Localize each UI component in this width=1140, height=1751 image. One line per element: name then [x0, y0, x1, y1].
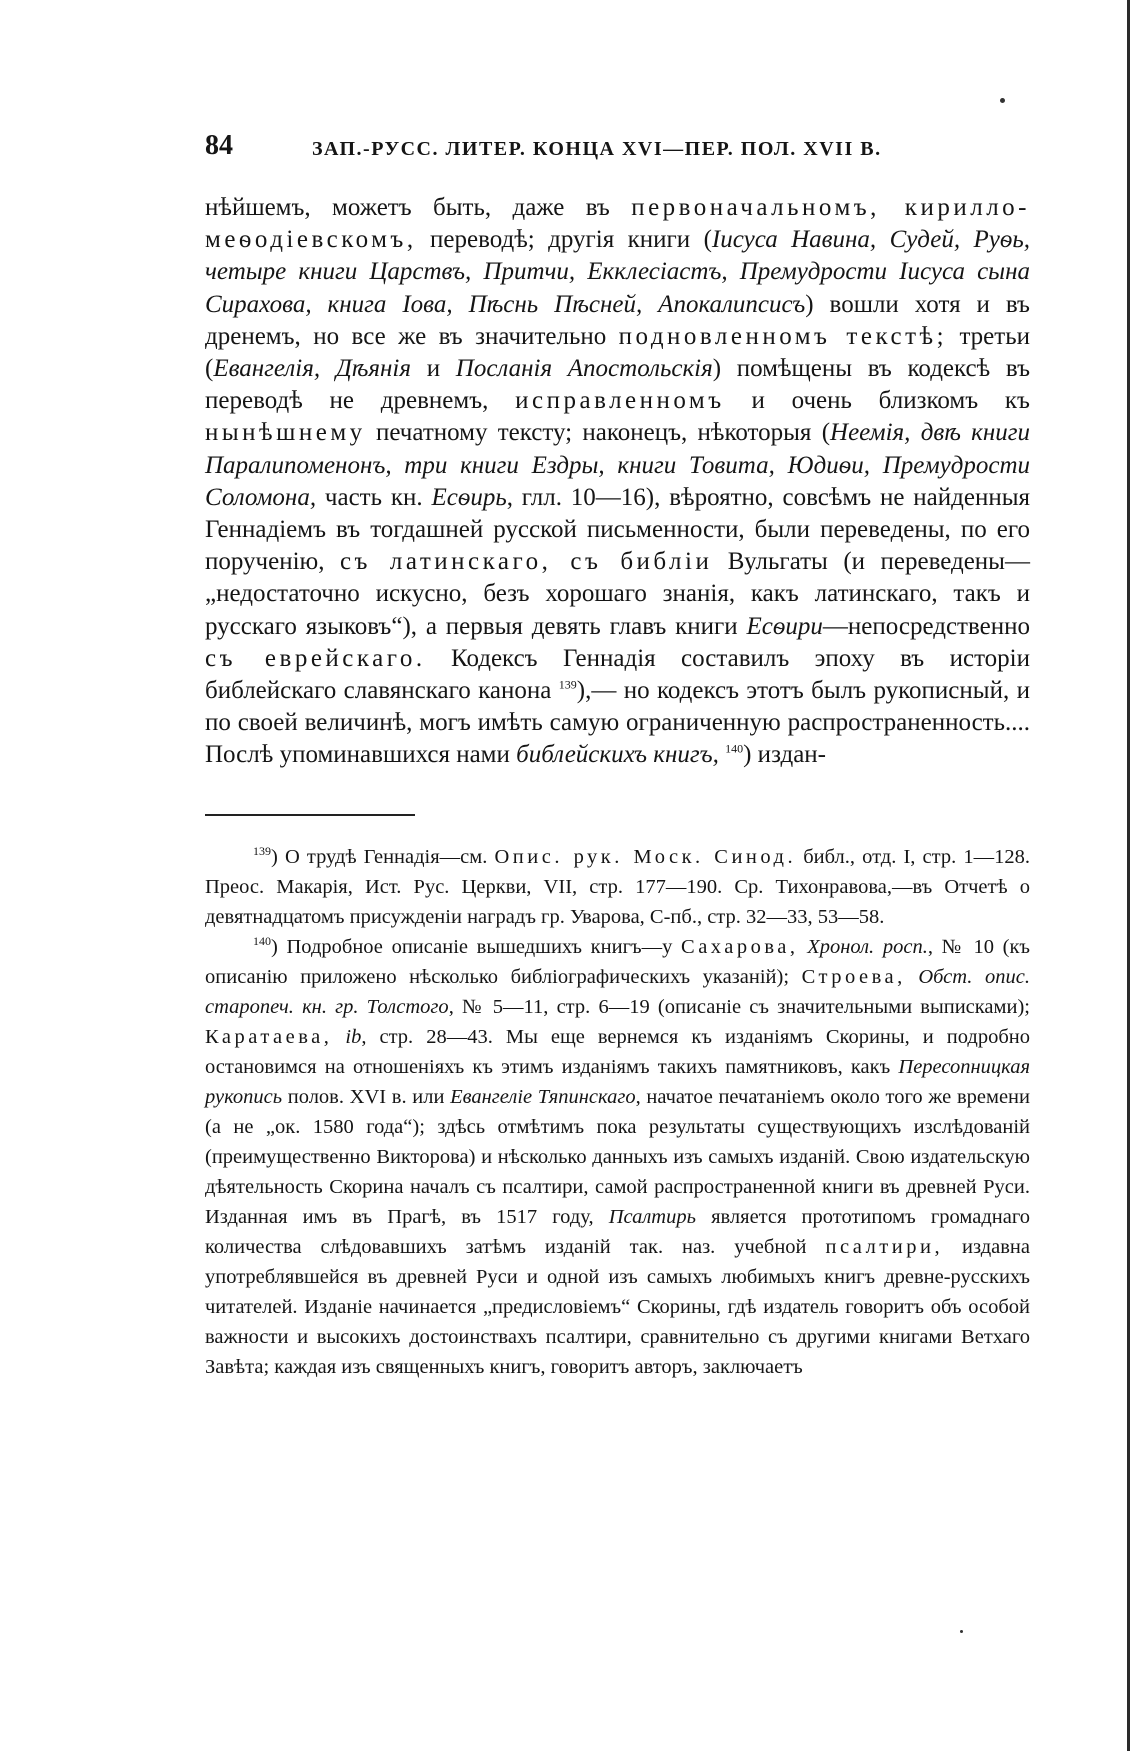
book-page	[205, 130, 1030, 1382]
italic-text: Неемія, двѣ книги Паралипоменонъ, три книги Ездры, книги Товита, Юдиѳи, Премудрости Соломона,	[205, 419, 1030, 511]
text-run: печатному тексту; наконецъ, нѣкоторыя (	[365, 419, 831, 447]
spaced-text: первоначальномъ, кирилло-меѳодіевскомъ,	[205, 194, 1030, 254]
spaced-text: нынѣшнему	[205, 419, 366, 447]
scan-speck	[1000, 98, 1005, 103]
italic-text: Хронол. росп.	[807, 935, 928, 958]
text-run: ) вошли хотя и въ дренемъ, но все же въ значительно	[205, 290, 1030, 350]
spaced-text: Каратаева,	[205, 1025, 333, 1048]
text-run: , № 5—11, стр. 6—19 (описаніе съ значительными выписками);	[448, 995, 1030, 1018]
scan-speck	[960, 1630, 963, 1633]
spaced-text: Строева,	[801, 965, 906, 988]
text-run: библ., отд. I, стр. 1—128. Преос. Макарія, Ист. Рус. Церкви, VII, стр. 177—190. Ср. Тихонравова,—въ Отчетѣ о девятнадцатомъ присужденіи наградъ гр. Уварова, С-пб., стр. 32—33, 53—58.	[205, 845, 1030, 928]
text-run: издавна употреблявшейся въ древней Руси и одной изъ самыхъ любимыхъ книгъ древне-русскихъ читателей. Изданіе начинается „предисловіемъ“ Скорины, гдѣ издатель говоритъ объ особой важности и высокихъ достоинствахъ псалтири, сравнительно съ другими книгами Ветхаго Завѣта; каждая изъ священныхъ книгъ, говоритъ авторъ, заключаетъ	[205, 1235, 1030, 1378]
footnote-ref: 140	[253, 933, 271, 948]
text-run	[332, 1026, 345, 1048]
italic-text: Евангеліе Тяпинскаго	[450, 1085, 636, 1108]
running-title: ЗАП.-РУСС. ЛИТЕР. КОНЦА XVI—ПЕР. ПОЛ. XVII В.	[312, 138, 882, 160]
spaced-text: подновленномъ текстѣ;	[618, 322, 948, 350]
text-run	[799, 936, 808, 958]
text-run: часть кн.	[316, 483, 432, 511]
footnote-140	[205, 932, 1030, 1382]
text-run: , глл. 10—16), вѣроятно, совсѣмъ не найденныя Геннадіемъ въ тогдашней русской письменности, были переведены, по его порученію,	[205, 483, 1030, 576]
text-run: ) помѣщены въ кодексѣ въ переводѣ не древнемъ,	[205, 355, 1030, 415]
spaced-text: Опис. рук. Моск. Синод.	[494, 845, 797, 868]
text-run: нѣйшемъ, можетъ быть, даже въ	[205, 194, 632, 221]
text-run: —непосредственно	[822, 612, 1030, 640]
spaced-text: Сахарова,	[681, 935, 799, 958]
italic-text: Пересопницкая рукопись	[205, 1055, 1030, 1108]
footnote-ref: 139	[558, 677, 577, 692]
text-run: ) О трудѣ Геннадія—см.	[271, 845, 495, 868]
scan-edge-line	[1127, 0, 1130, 1751]
spaced-text: съ латинскаго, съ библіи	[339, 548, 713, 576]
italic-text: ib	[345, 1025, 362, 1048]
italic-text: Есѳирь	[431, 483, 507, 511]
footnote-ref: 139	[253, 843, 271, 858]
footnote-ref: 140	[725, 742, 744, 757]
text-run: Вульгаты (и переведены—„недостаточно искусно, безъ хорошаго знанія, какъ латинскаго, такъ и русскаго языковъ“), а первыя девять главъ книги	[205, 548, 1030, 640]
text-run: ) Подробное описаніе вышедшихъ книгъ—у	[271, 935, 682, 958]
italic-text: Евангелія, Дѣянія	[213, 355, 411, 383]
footnotes	[205, 842, 1030, 1382]
text-run: является прототипомъ громаднаго количества слѣдовавшихъ затѣмъ изданій так. наз. учебной	[205, 1205, 1030, 1258]
text-run	[906, 966, 919, 988]
text-run: переводѣ; другія книги (	[416, 226, 712, 254]
text-run: Кодексъ Геннадія составилъ эпоху въ исторіи библейскаго славянскаго канона	[205, 644, 1030, 705]
text-run: третьи (	[205, 322, 1030, 383]
page-number: 84	[205, 130, 233, 161]
running-head	[205, 130, 1030, 174]
text-run: ),— но кодексъ этотъ былъ рукописный, и по своей величинѣ, могъ имѣть самую ограниченную распространенность.... Послѣ упоминавшихся нами	[205, 677, 1030, 769]
text-run: полов. XVI в. или	[282, 1085, 451, 1108]
spaced-text: исправленномъ	[515, 387, 725, 415]
text-run: , стр. 28—43. Мы еще вернемся къ изданіямъ Скорины, и подробно остановимся на отношеніяхъ къ этимъ изданіямъ такихъ памятниковъ, какъ	[205, 1025, 1031, 1078]
italic-text: библейскихъ книгъ,	[516, 741, 719, 769]
text-run: , начатое печатаніемъ около того же времени (а не „ок. 1580 года“); здѣсь отмѣтимъ пока результаты существующихъ изслѣдованій (преимущественно Викторова) и нѣсколько данныхъ изъ самыхъ изданій. Свою издательскую дѣятельность Скорина началъ съ псалтири, самой распространенной книги въ древней Руси. Изданная имъ въ Прагѣ, въ 1517 году,	[205, 1085, 1030, 1228]
text-run: и	[411, 355, 456, 383]
spaced-text: псалтири,	[825, 1235, 944, 1258]
text-run: , № 10 (къ описанію приложено нѣсколько библіографическихъ указаній);	[205, 935, 1031, 988]
italic-text: Псалтирь	[608, 1205, 696, 1228]
italic-text: Іисуса Навина, Судей, Руѳь, четыре книги Царствъ, Притчи, Екклесіастъ, Премудрости Іисуса сына Сирахова, книга Іова, Пѣснь Пѣсней, Апокалипсисъ	[205, 226, 1030, 318]
footnote-divider	[205, 814, 415, 816]
italic-text: Есѳири	[746, 612, 823, 640]
main-text	[205, 192, 1030, 772]
spaced-text: съ еврейскаго.	[205, 644, 426, 672]
footnote-139	[205, 842, 1030, 932]
italic-text: Посланія Апостольскія	[455, 355, 713, 383]
text-run: ) издан-	[743, 741, 827, 769]
italic-text: Обст. опис. старопеч. кн. гр. Толстого	[205, 965, 1030, 1018]
text-run: и очень близкомъ къ	[724, 387, 1030, 415]
